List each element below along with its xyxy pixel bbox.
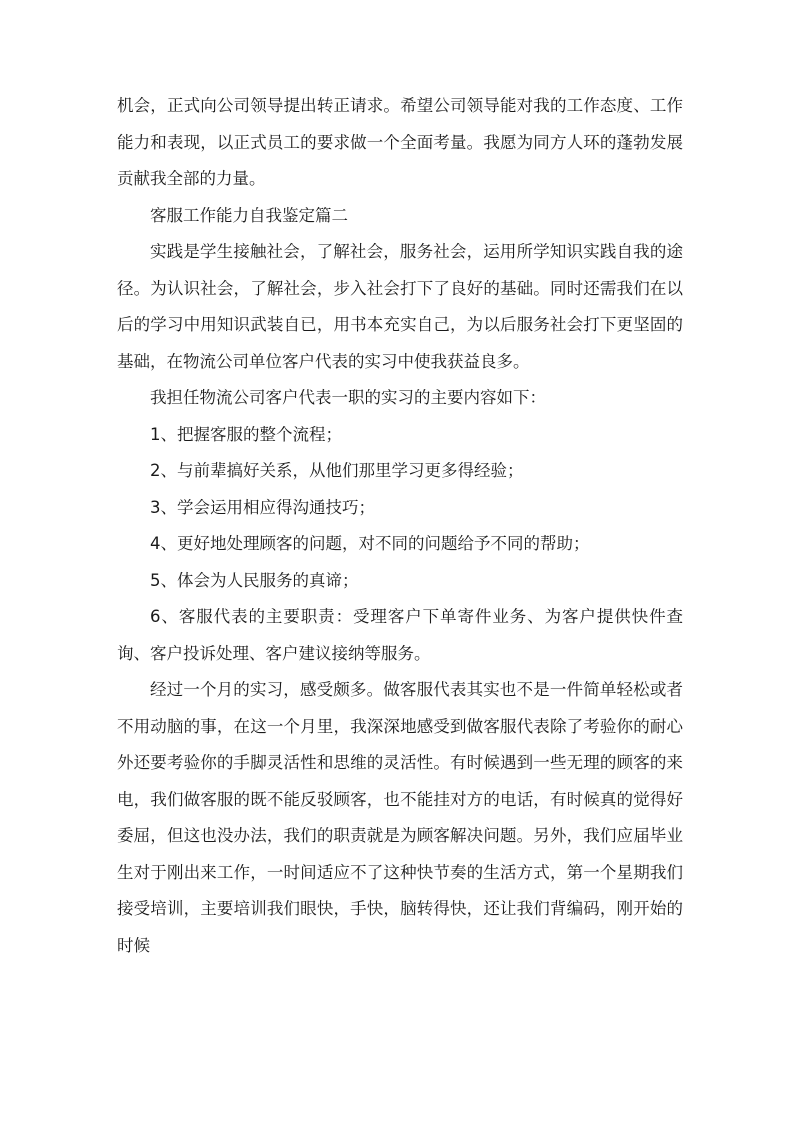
list-item-5: 5、体会为人民服务的真谛； xyxy=(150,570,359,590)
paragraph-intro: 实践是学生接触社会，了解社会，服务社会，运用所学知识实践自我的途径。为认识社会，了解社会，步入社会打下了良好的基础。同时还需我们在以后的学习中用知识武装自已，用书本充实自己，为以后服务社会打下更坚固的基础，在物流公司单位客户代表的实习中使我获益良多。 xyxy=(117,242,683,371)
list-item-4: 4、更好地处理顾客的问题，对不同的问题给予不同的帮助； xyxy=(150,534,590,553)
list-item-2: 2、与前辈搞好关系，从他们那里学习更多得经验； xyxy=(150,461,524,480)
paragraph-list-intro: 我担任物流公司客户代表一职的实习的主要内容如下： xyxy=(150,388,546,407)
list-item-3: 3、学会运用相应得沟通技巧； xyxy=(150,497,375,517)
list-item-6: 6、客服代表的主要职责：受理客户下单寄件业务、为客户提供快件查询、客户投诉处理、客户建议接纳等服务。 xyxy=(117,607,683,663)
list-item-1: 1、把握客服的整个流程； xyxy=(150,424,342,444)
paragraph-experience: 经过一个月的实习，感受颇多。做客服代表其实也不是一件简单轻松或者不用动脑的事，在这一个月里，我深深地感受到做客服代表除了考验你的耐心外还要考验你的手脚灵活性和思维的灵活性。有时候遇到一些无理的顾客的来电，我们做客服的既不能反驳顾客，也不能挂对方的电话，有时候真的觉得好委屈，但这也没办法，我们的职责就是为顾客解决问题。另外，我们应届毕业生对于刚出来工作，一时间适应不了这种快节奏的生活方式，第一个星期我们接受培训，主要培训我们眼快，手快，脑转得快，还让我们背编码，刚开始的时候 xyxy=(117,680,683,955)
section-heading: 客服工作能力自我鉴定篇二 xyxy=(150,205,348,225)
document-body xyxy=(117,88,683,964)
paragraph-continuation: 机会，正式向公司领导提出转正请求。希望公司领导能对我的工作态度、工作能力和表现，以正式员工的要求做一个全面考量。我愿为同方人环的蓬勃发展贡献我全部的力量。 xyxy=(117,96,683,188)
